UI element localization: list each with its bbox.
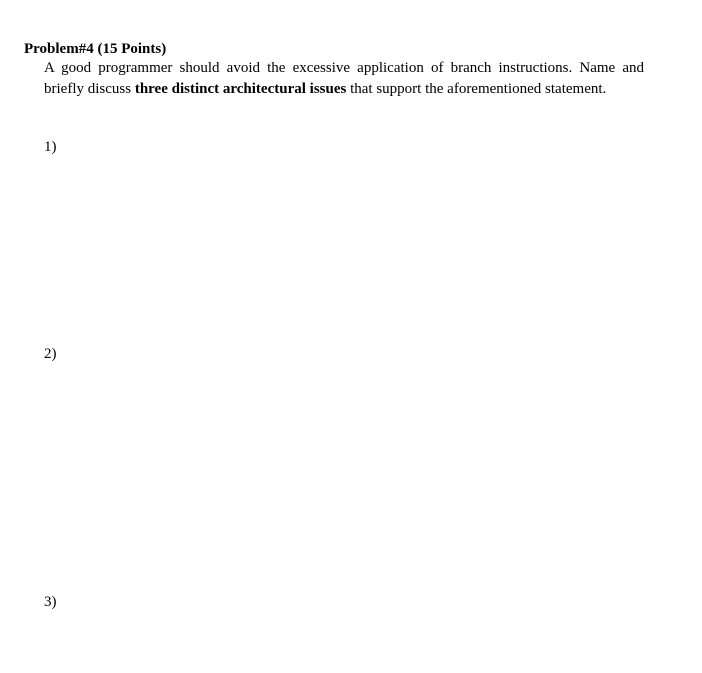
- problem-title: Problem#4 (15 Points): [24, 41, 167, 57]
- statement-text-bold: three distinct architectural issues: [134, 81, 347, 97]
- answer-label-2: 2): [44, 346, 57, 362]
- statement-text-end: that support the aforementioned statement.: [346, 81, 607, 97]
- answer-label-3: 3): [44, 594, 57, 610]
- statement-text-start: A good programmer should avoid the excessive application of branch instructions. Name and briefly discuss: [44, 60, 644, 97]
- answer-space-1[interactable]: [44, 160, 644, 335]
- answer-space-2[interactable]: [44, 367, 644, 582]
- answer-label-1: 1): [44, 139, 57, 155]
- problem-statement: [44, 58, 644, 100]
- answer-space-3[interactable]: [44, 615, 644, 665]
